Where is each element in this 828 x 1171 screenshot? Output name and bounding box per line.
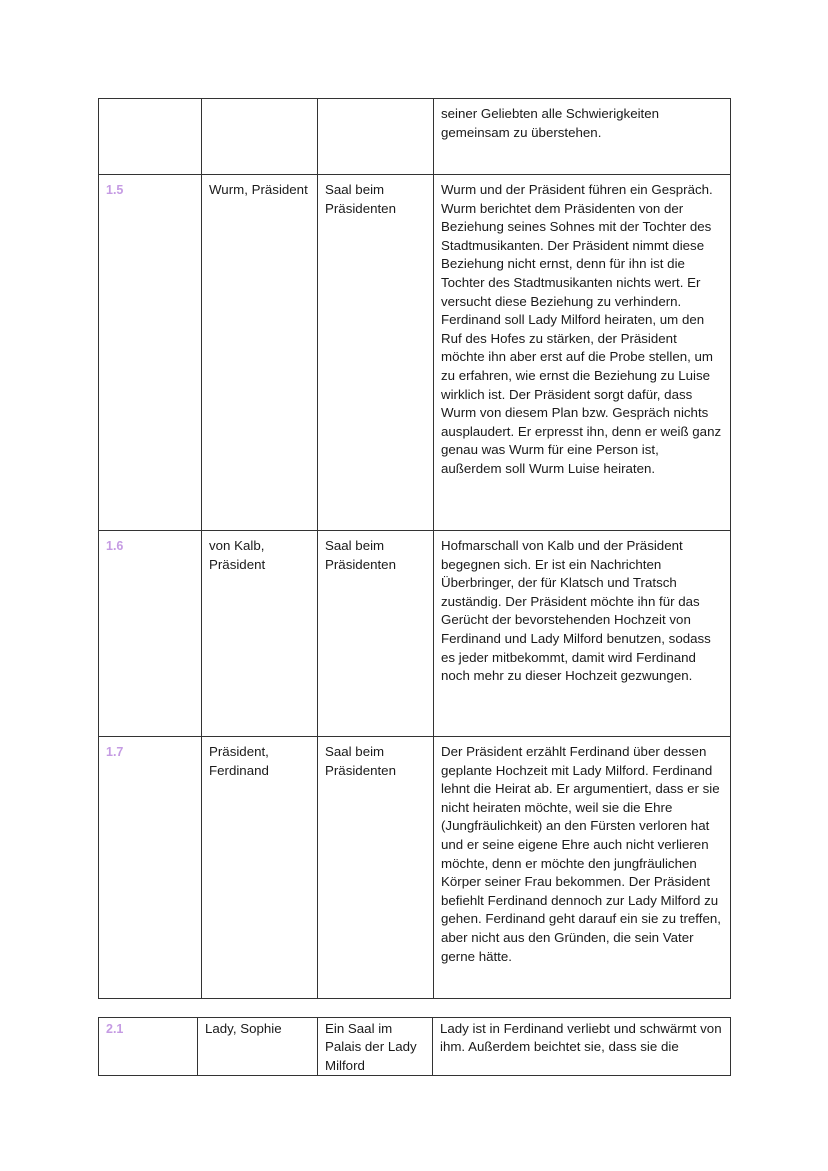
persons-cell: Präsident, Ferdinand [202,737,318,999]
scene-number-cell [99,1018,198,1076]
persons-cell: von Kalb, Präsident [202,531,318,737]
summary-cell: Lady ist in Ferdinand verliebt und schwärmt von ihm. Außerdem beichtet sie, dass sie die [433,1018,731,1076]
table-row [99,737,731,999]
scene-number-cell [99,531,202,737]
summary-cell: Hofmarschall von Kalb und der Präsident begegnen sich. Er ist ein Nachrichten Überbringer, der für Klatsch und Tratsch zuständig. Der Präsident möchte ihn für das Gerücht der bevorstehenden Hochzeit von Ferdinand und Lady Milford benutzen, sodass es jeder mitbekommt, damit wird Ferdinand noch mehr zu dieser Hochzeit gezwungen. [434,531,731,737]
scene-number: 1.6 [106,539,124,553]
place-cell: Saal beim Präsidenten [318,175,434,531]
scene-number-cell [99,175,202,531]
place-cell: Saal beim Präsidenten [318,531,434,737]
place-cell: Ein Saal im Palais der Lady Milford [318,1018,433,1076]
scene-number: 1.7 [106,745,124,759]
scene-number: 2.1 [106,1022,124,1036]
table-row [99,175,731,531]
summary-cell: Wurm und der Präsident führen ein Gespräch. Wurm berichtet dem Präsidenten von der Beziehung seines Sohnes mit der Tochter des Stadtmusikanten. Der Präsident nimmt diese Beziehung nicht ernst, denn für ihn ist die Tochter des Stadtmusikanten nichts wert. Er versucht diese Beziehung zu verhindern. Ferdinand soll Lady Milford heiraten, um den Ruf des Hofes zu stärken, der Präsident möchte ihn aber erst auf die Probe stellen, um zu erfahren, wie ernst die Beziehung zu Luise wirklich ist. Der Präsident sorgt dafür, dass Wurm von diesem Plan bzw. Gespräch nichts ausplaudert. Er erpresst ihn, denn er weiß ganz genau was Wurm für eine Person ist, außerdem soll Wurm Luise heiraten. [434,175,731,531]
persons-cell: Lady, Sophie [198,1018,318,1076]
table-row [99,531,731,737]
persons-cell: Wurm, Präsident [202,175,318,531]
table-row [99,99,731,175]
summary-cell: seiner Geliebten alle Schwierigkeiten gemeinsam zu überstehen. [434,99,731,175]
table-row [99,1018,731,1076]
persons-cell [202,99,318,175]
summary-cell: Der Präsident erzählt Ferdinand über dessen geplante Hochzeit mit Lady Milford. Ferdinand lehnt die Heirat ab. Er argumentiert, dass er sie nicht heiraten möchte, weil sie die Ehre (Jungfräulichkeit) an den Fürsten verloren hat und er seine eigene Ehre auch nicht verlieren möchte, denn er möchte den jungfräulichen Körper seiner Frau bekommen. Der Präsident befiehlt Ferdinand dennoch zur Lady Milford zu gehen. Ferdinand geht darauf ein sie zu treffen, aber nicht aus den Gründen, die sein Vater gerne hätte. [434,737,731,999]
place-cell: Saal beim Präsidenten [318,737,434,999]
scene-number-cell [99,99,202,175]
place-cell [318,99,434,175]
scene-number-cell [99,737,202,999]
scene-number: 1.5 [106,183,124,197]
scene-overview-table-act-2 [98,1017,731,1076]
scene-overview-table [98,98,731,999]
